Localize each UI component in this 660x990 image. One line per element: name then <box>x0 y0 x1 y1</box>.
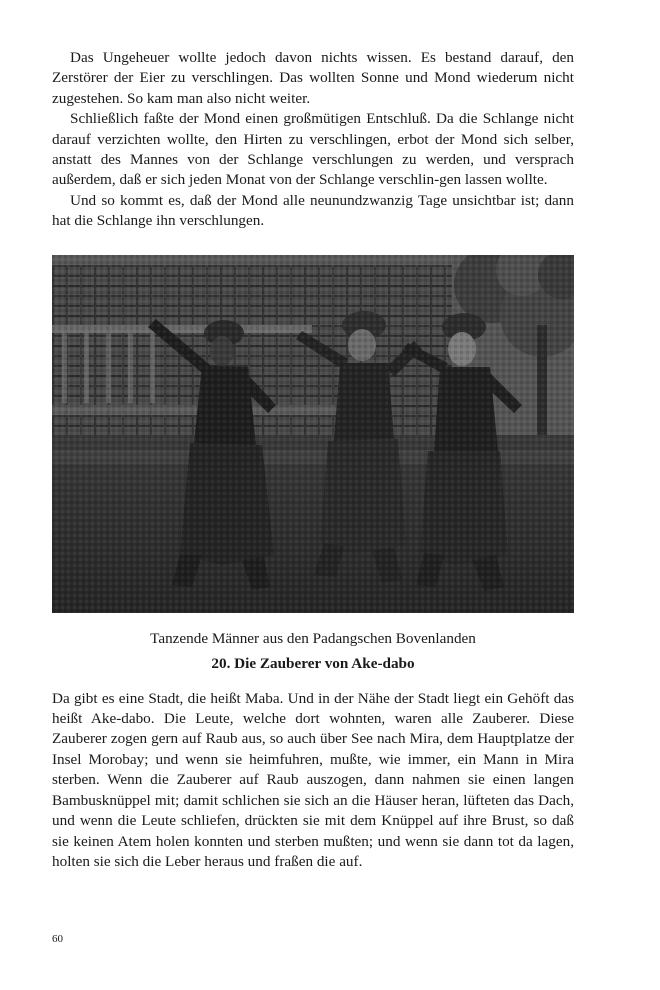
chapter-heading: 20. Die Zauberer von Ake-dabo <box>211 654 415 672</box>
paragraph-moon-decision: Schließlich faßte der Mond einen großmütigen Entschluß. Da die Schlange nicht darauf verzichten wollte, den Hirten zu verschlingen, erbot der Mond sich selber, anstatt des Mannes von der Schlange verschlungen zu werden, und versprach außerdem, daß er sich jeden Monat von der Schlange verschlin-gen lassen wollte. <box>52 110 574 189</box>
photo-caption: Tanzende Männer aus den Padangschen Bovenlanden <box>150 629 476 647</box>
page-number: 60 <box>52 933 63 945</box>
photo-dancing-men <box>52 255 574 613</box>
paragraph-moon-invisible: Und so kommt es, daß der Mond alle neunundzwanzig Tage unsichtbar ist; dann hat die Schlange ihn verschlungen. <box>52 191 574 230</box>
book-page <box>52 48 574 872</box>
paragraph-monster-refuses: Das Ungeheuer wollte jedoch davon nichts wissen. Es bestand darauf, den Zerstörer der Eier zu verschlingen. Das wollten Sonne und Mond wiederum nicht zugestehen. So kam man also nicht weiter. <box>52 49 574 107</box>
paragraph-sorcerers: Da gibt es eine Stadt, die heißt Maba. Und in der Nähe der Stadt liegt ein Gehöft das heißt Ake-dabo. Die Leute, welche dort wohnten, waren alle Zauberer. Diese Zauberer zogen gern auf Raub aus, so auch über See nach Mira, dem Hauptplatze der Insel Morobay; und wenn sie heimfuhren, mußte, wie immer, ein Mann in Mira sterben. Wenn die Zauberer auf Raub auszogen, dann nahmen sie einen langen Bambusknüppel mit; damit schlichen sie sich an die Häuser heran, lüfteten das Dach, und wenn die Leute schliefen, drückten sie mit dem Knüppel auf ihre Brust, so daß sie keinen Atem holen konnten und sterben mußten; und wenn sie dann tot da lagen, holten sie sich die Leber heraus und fraßen die auf. <box>52 689 574 870</box>
